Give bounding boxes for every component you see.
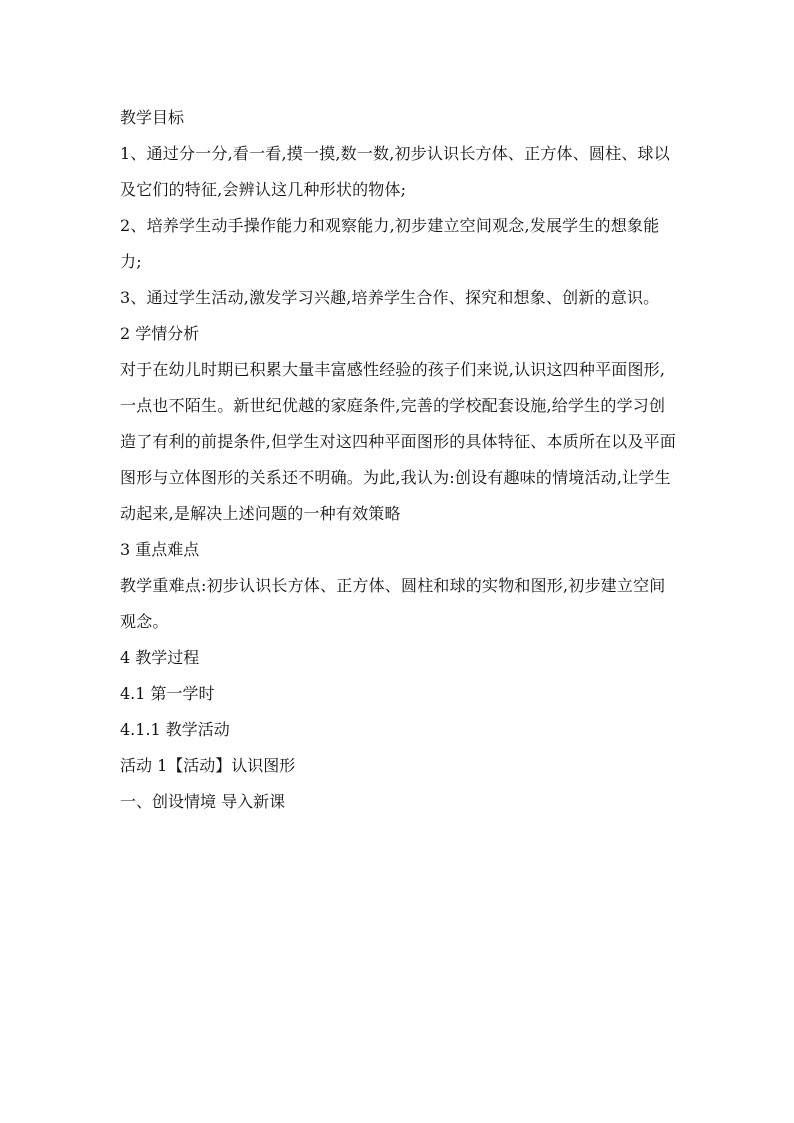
- section-heading-objectives: 教学目标: [120, 108, 185, 127]
- objective-1: 1、通过分一分,看一看,摸一摸,数一数,初步认识长方体、正方体、圆柱、球以及它们的特征,会辨认这几种形状的物体;: [120, 144, 670, 199]
- step-heading: 一、创设情境 导入新课: [120, 792, 286, 811]
- document-body: [120, 100, 680, 820]
- objective-2: 2、培养学生动手操作能力和观察能力,初步建立空间观念,发展学生的想象能力;: [120, 216, 660, 271]
- activity-heading: 活动 1【活动】认识图形: [120, 756, 296, 775]
- subsection-heading-teaching-activity: 4.1.1 教学活动: [120, 720, 230, 739]
- objective-3: 3、通过学生活动,激发学习兴趣,培养学生合作、探究和想象、创新的意识。: [120, 288, 660, 307]
- key-points-paragraph: 教学重难点:初步认识长方体、正方体、圆柱和球的实物和图形,初步建立空间观念。: [120, 576, 666, 631]
- subsection-heading-first-lesson: 4.1 第一学时: [120, 684, 215, 703]
- section-heading-key-points: 3 重点难点: [120, 540, 200, 559]
- student-analysis-paragraph: 对于在幼儿时期已积累大量丰富感性经验的孩子们来说,认识这四种平面图形,一点也不陌生。新世纪优越的家庭条件,完善的学校配套设施,给学生的学习创造了有利的前提条件,但学生对这四种平面图形的具体特征、本质所在以及平面图形与立体图形的关系还不明确。为此,我认为:创设有趣味的情境活动,让学生动起来,是解决上述问题的一种有效策略: [120, 360, 677, 523]
- section-heading-student-analysis: 2 学情分析: [120, 324, 200, 343]
- section-heading-teaching-process: 4 教学过程: [120, 648, 200, 667]
